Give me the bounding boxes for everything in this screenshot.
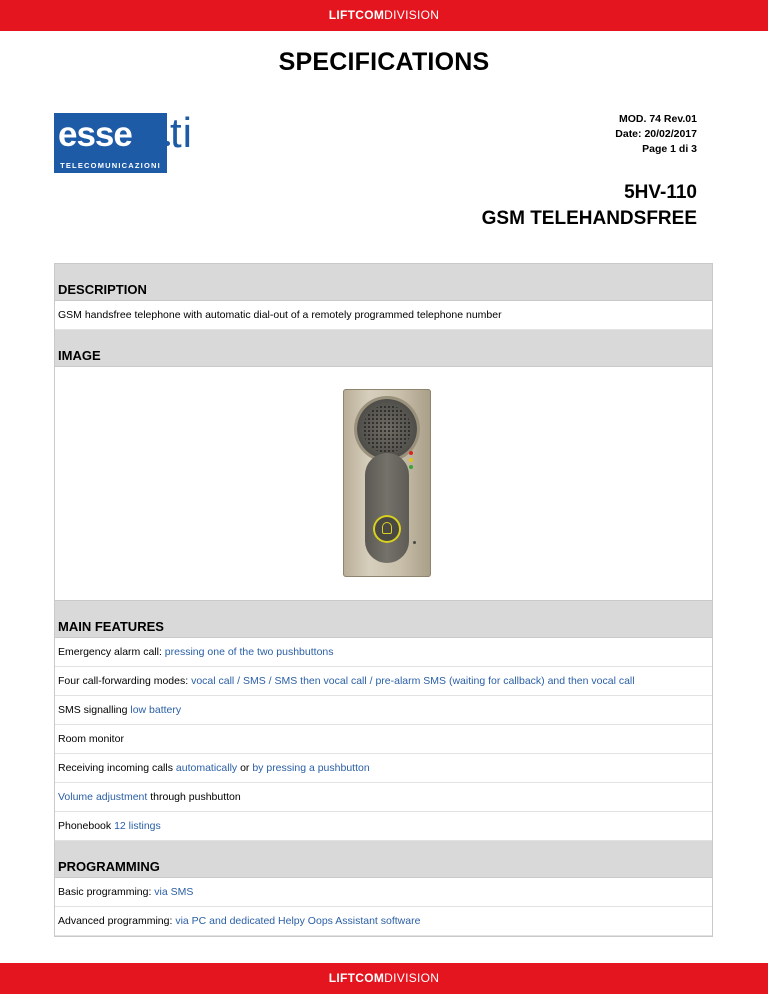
header-brand-bold: LIFTCOM	[328, 8, 385, 22]
plain-text: Receiving incoming calls	[58, 762, 176, 774]
highlight-text: via PC and dedicated Helpy Oops Assistant software	[175, 915, 421, 927]
logo-suffix: ti	[170, 109, 193, 156]
description-text: GSM handsfree telephone with automatic dial-out of a remotely programmed telephone number	[58, 309, 502, 321]
footer-brand-bold: LIFTCOM	[328, 971, 385, 985]
list-item	[55, 907, 712, 936]
control-panel	[365, 453, 409, 563]
list-item	[55, 754, 712, 783]
header-brand-light: DIVISION	[384, 8, 440, 22]
logo-subtitle: TELECOMUNICAZIONI	[54, 158, 167, 173]
section-heading-features	[55, 601, 712, 638]
section-heading-label: MAIN FEATURES	[58, 619, 164, 634]
list-item	[55, 878, 712, 907]
status-leds	[409, 451, 423, 473]
list-item-text	[58, 820, 161, 832]
plain-text: or	[237, 762, 253, 774]
product-image	[343, 389, 431, 577]
plain-text: through pushbutton	[147, 791, 241, 803]
list-item-text	[58, 646, 334, 658]
company-logo	[54, 109, 209, 173]
section-heading-label: DESCRIPTION	[58, 282, 147, 297]
document-date: Date: 20/02/2017	[615, 128, 697, 140]
product-name: GSM TELEHANDSFREE	[481, 208, 697, 229]
plain-text: Basic programming:	[58, 886, 155, 898]
page-number: Page 1 di 3	[642, 143, 697, 155]
highlight-text: via SMS	[154, 886, 194, 898]
header-bar	[0, 0, 768, 31]
microphone-hole	[413, 541, 416, 544]
page-title: SPECIFICATIONS	[278, 48, 490, 76]
plain-text: Emergency alarm call:	[58, 646, 165, 658]
plain-text: Four call-forwarding modes:	[58, 675, 192, 687]
highlight-text: automatically	[175, 762, 238, 774]
footer-brand-light: DIVISION	[384, 971, 440, 985]
highlight-text: vocal call / SMS / SMS then vocal call / pre-alarm SMS (waiting for callback) and then vocal call	[191, 675, 635, 687]
list-item-text	[58, 791, 241, 803]
section-heading-label: PROGRAMMING	[58, 859, 160, 874]
highlight-text: 12 listings	[114, 820, 161, 832]
list-item-text	[58, 915, 420, 927]
list-item	[55, 638, 712, 667]
section-heading-programming	[55, 841, 712, 878]
document-meta	[615, 112, 697, 157]
list-item	[55, 725, 712, 754]
plain-text: SMS signalling	[58, 704, 131, 716]
spec-table	[54, 263, 713, 937]
model-revision: MOD. 74 Rev.01	[618, 113, 697, 125]
product-heading	[482, 180, 697, 232]
list-item	[55, 667, 712, 696]
logo-word: esse	[58, 115, 132, 154]
highlight-text: Volume adjustment	[58, 791, 148, 803]
logo-box	[54, 113, 167, 173]
list-item-text	[58, 733, 124, 745]
section-heading-image	[55, 330, 712, 367]
list-item	[55, 812, 712, 841]
list-item-text	[58, 675, 635, 687]
highlight-text: by pressing a pushbutton	[252, 762, 370, 774]
list-item-text	[58, 762, 370, 774]
list-item-text	[58, 704, 181, 716]
features-list	[55, 638, 712, 841]
product-image-cell	[55, 367, 712, 601]
speaker-grille	[357, 399, 417, 459]
list-item	[55, 783, 712, 812]
description-row	[55, 301, 712, 330]
plain-text: Phonebook	[58, 820, 115, 832]
highlight-text: pressing one of the two pushbuttons	[164, 646, 334, 658]
section-heading-label: IMAGE	[58, 348, 101, 363]
plain-text: Advanced programming:	[58, 915, 176, 927]
list-item-text	[58, 886, 193, 898]
footer-bar	[0, 963, 768, 994]
product-code: 5HV-110	[624, 182, 697, 203]
list-item	[55, 696, 712, 725]
highlight-text: low battery	[130, 704, 182, 716]
plain-text: Room monitor	[58, 733, 124, 745]
section-heading-description	[55, 264, 712, 301]
programming-list	[55, 878, 712, 936]
alarm-bell-icon	[373, 515, 401, 543]
